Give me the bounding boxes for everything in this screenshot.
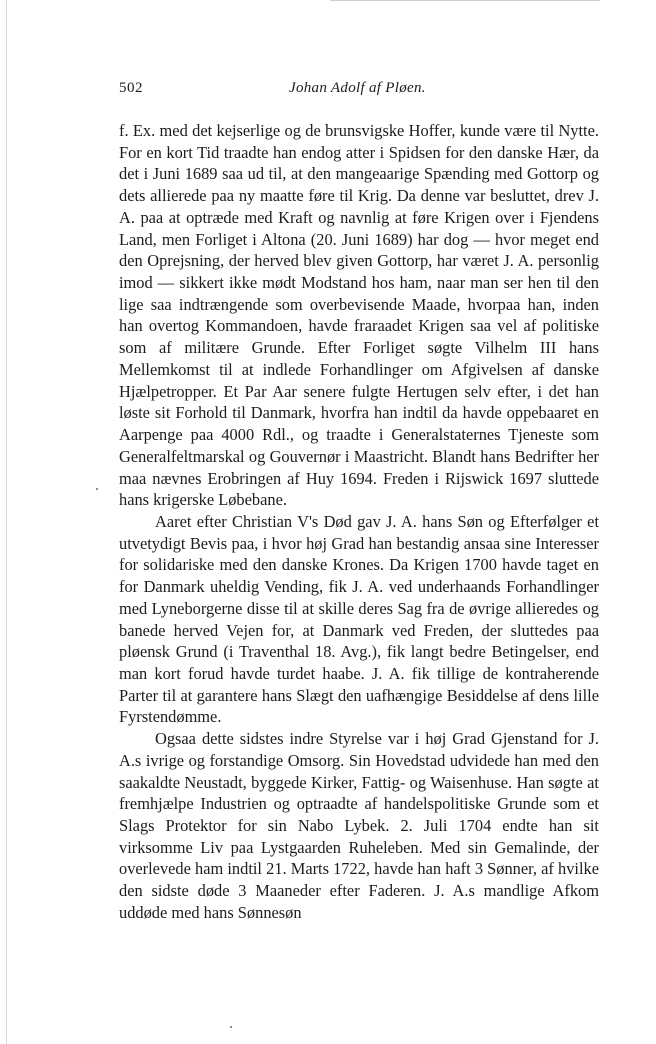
page-number: 502: [119, 80, 143, 96]
scan-speck: [230, 1026, 232, 1028]
paragraph-3: Ogsaa dette sidstes indre Styrelse var i høj Grad Gjenstand for J. A.s ivrige og forstandige Omsorg. Sin Hovedstad udvidede han med den saakaldte Neustadt, byggede Kirker, Fattig- og Waisenhuse. Han søgte at fremhjælpe Industrien og optraadte af handelspolitiske Grunde som et Slags Protektor for sin Nabo Lybek. 2. Juli 1704 endte han sit virksomme Liv paa Lystgaarden Ruheleben. Med sin Gemalinde, der overlevede ham indtil 21. Marts 1722, havde han haft 3 Sønner, af hvilke den sidste døde 3 Maaneder efter Faderen. J. A.s mandlige Afkom uddøde med hans Sønnesøn: [119, 729, 599, 922]
scan-speck: [96, 488, 98, 490]
scan-top-edge: [330, 0, 600, 1]
paragraph-2: Aaret efter Christian V's Død gav J. A. hans Søn og Efterfølger et utvetydigt Bevis paa, i hvor høj Grad han bestandig ansaa sine Interesser for solidariske med den danske Krones. Da Krigen 1700 havde taget en for Danmark uheldig Vending, fik J. A. ved underhaands Forhandlinger med Lyneborgerne disse til at skille deres Sag fra de øvrige allieredes og banede herved Vejen for, at Danmark ved Freden, der sluttedes paa pløensk Grund (i Traventhal 18. Avg.), fik langt bedre Betingelser, end man kort forud havde turdet haabe. J. A. fik tillige de kontraherende Parter til at garantere hans Slægt den uafhængige Besiddelse af dens lille Fyrstendømme.: [119, 511, 599, 727]
running-head: [119, 80, 589, 100]
body-text: [119, 120, 599, 924]
scan-left-edge: [6, 0, 7, 1044]
paragraph-1: f. Ex. med det kejserlige og de brunsvigske Hoffer, kunde være til Nytte. For en kort Tid traadte han endog atter i Spidsen for den danske Hær, da det i Juni 1689 saa ud til, at den mangeaarige Spænding med Gottorp og dets allierede paa ny maatte føre til Krig. Da denne var besluttet, drev J. A. paa at optræde med Kraft og navnlig at føre Krigen over i Fjendens Land, men Forliget i Altona (20. Juni 1689) har dog — hvor meget end den Oprejsning, der herved blev given Gottorp, har været J. A. personlig imod — sikkert ikke mødt Modstand hos ham, naar man ser hen til den lige saa indtrængende som overbevisende Maade, hvorpaa han, inden han overtog Kommandoen, havde fraraadet Krigen saa vel af politiske som af militære Grunde. Efter Forliget søgte Vilhelm III hans Mellemkomst til at indlede Forhandlinger om Afgivelsen af danske Hjælpetropper. Et Par Aar senere fulgte Hertugen selv efter, i det han løste sit Forhold til Danmark, hvorfra han indtil da havde oppebaaret en Aarpenge paa 4000 Rdl., og traadte i Generalstaternes Tjeneste som Generalfeltmarskal og Gouvernør i Maastricht. Blandt hans Bedrifter her maa nævnes Erobringen af Huy 1694. Freden i Rijswick 1697 sluttede hans krigerske Løbebane.: [119, 121, 599, 510]
running-title: Johan Adolf af Pløen.: [289, 80, 426, 96]
